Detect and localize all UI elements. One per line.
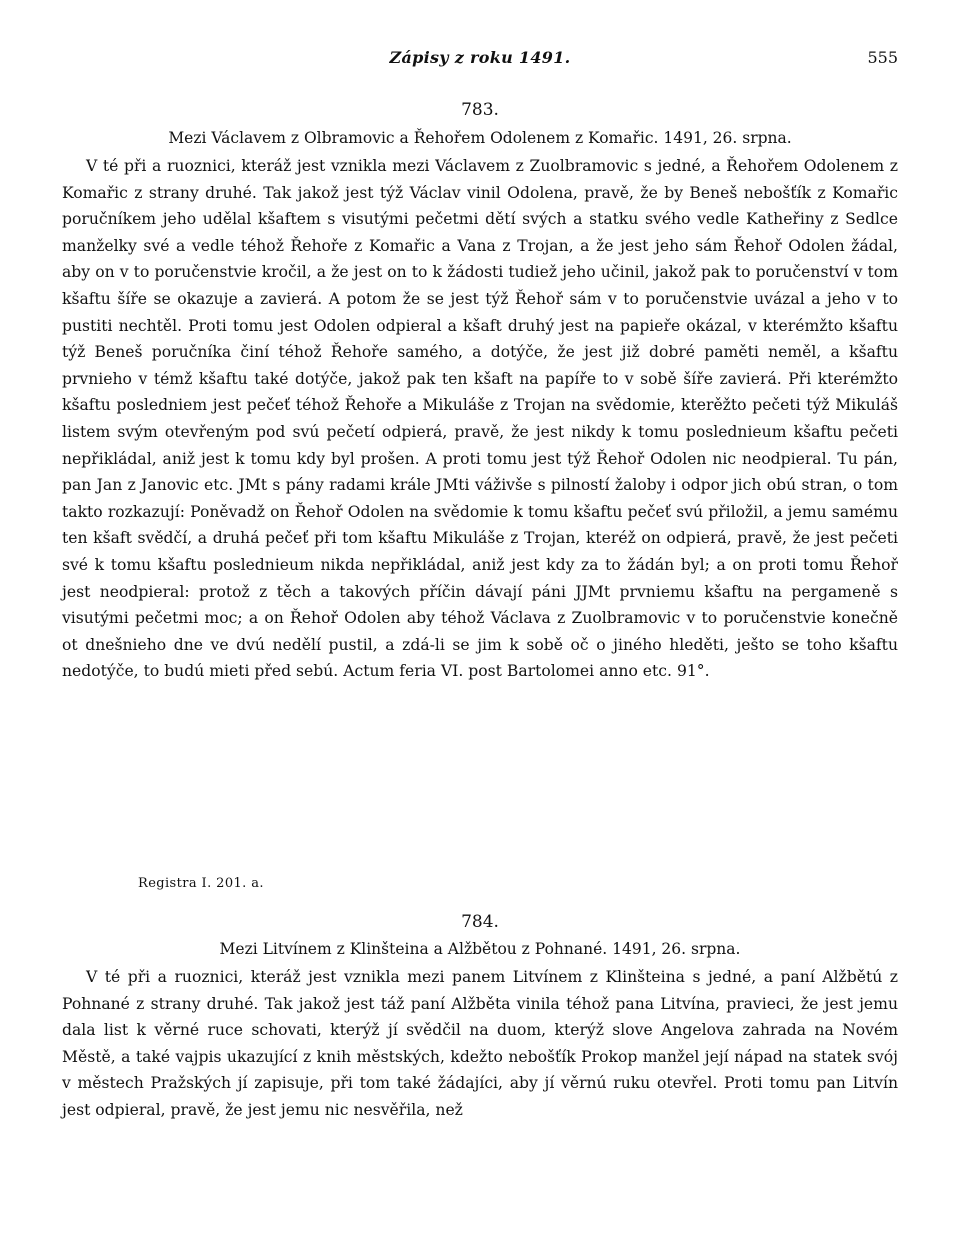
running-title: Zápisy z roku 1491. bbox=[389, 48, 571, 67]
entry-heading: Mezi Litvínem z Klinšteina a Alžbětou z Pohnané. 1491, 26. srpna. bbox=[219, 940, 741, 958]
entry-heading: Mezi Václavem z Olbramovic a Řehořem Odolenem z Komařic. 1491, 26. srpna. bbox=[168, 129, 792, 147]
entry-body: V té při a ruoznici, kteráž jest vznikla mezi panem Litvínem z Klinšteina s jedné, a paní Alžbětú z Pohnané z strany druhé. Tak jakož jest táž paní Alžběta vinila téhož pana Litvína, pravieci, že jest jemu dala list k věrné ruce schovati, kterýž jí svědčil na duom, kterýž slove Angelova zahrada na Novém Městě, a také vajpis ukazující z knih městských, kdežto nebošťík Prokop manžel její nápad na statek svój v městech Pražských jí zapisuje, při tom také žádajíci, aby jí věrnú ruku otevřel. Proti tomu pan Litvín jest odpieral, pravě, že jest jemu nic nesvěřila, než bbox=[62, 968, 898, 1119]
entry-number: 783. bbox=[461, 100, 499, 120]
entry-source: Registra I. 201. a. bbox=[138, 876, 264, 891]
running-head bbox=[62, 48, 898, 72]
page-number: 555 bbox=[867, 48, 898, 67]
entry-number: 784. bbox=[461, 912, 499, 932]
entry-body: V té při a ruoznici, kteráž jest vznikla mezi Václavem z Zuolbramovic s jedné, a Řehořem Odolenem z Komařic z strany druhé. Tak jakož jest týž Václav vinil Odolena, pravě, že by Beneš nebošťík z Komařic poručníkem jeho udělal kšaftem s visutými pečetmi dětí svých a statku svého vedle Katheřiny z Sedlce manželky své a vedle téhož Řehoře z Komařic a Vana z Trojan, a že jest jeho sám Řehoř Odolen žádal, aby on v to poručenstvie kročil, a že jest on to k žádosti tudiež jeho učinil, jakož pak to poručenství v tom kšaftu šíře se okazuje a zavierá. A potom že se jest týž Řehoř sám v to poručenstvie uvázal a jeho v to pustiti nechtěl. Proti tomu jest Odolen odpieral a kšaft druhý jest na papieře okázal, v kterémžto kšaftu týž Beneš poručníka činí téhož Řehoře samého, a dotýče, že jest již dobré paměti neměl, a kšaftu prvnieho v témž kšaftu také dotýče, jakož pak ten kšaft na papíře to v sobě šíře zavierá. Při kterémžto kšaftu posledniem jest pečeť téhož Řehoře a Mikuláše z Trojan na svědomie, kterěžto pečeti týž Mikuláš listem svým otevřeným pod svú pečetí odpierá, pravě, že jest nikdy k tomu poslednieum kšaftu pečeti nepřikládal, aniž jest k tomu kdy byl prošen. A proti tomu jest týž Řehoř Odolen nic neodpieral. Tu pán, pan Jan z Janovic etc. JMt s pány radami krále JMti váživše s pilností žaloby i odpor jich obú stran, o tom takto rozkazují: Poněvadž on Řehoř Odolen na svědomie k tomu kšaftu pečeť svú přiložil, a jemu samému ten kšaft svědčí, a druhá pečeť při tom kšaftu Mikuláše z Trojan, kteréž on odpierá, pravě, že jest pečeti své k tomu kšaftu poslednieum nikda nepřikládal, aniž jest kdy za to žádán byl; a on proti tomu Řehoř jest neodpieral: protož z těch a takových příčin dávají páni JJMt prvniemu kšaftu na pergameně s visutými pečetmi moc; a on Řehoř Odolen aby téhož Václava z Zuolbramovic v to poručenstvie konečně ot dnešnieho dne ve dvú nedělí pustil, a zdá-li se jim k sobě oč o jiného hleděti, ješto se toho kšaftu nedotýče, to budú mieti před sebú. Actum feria VI. post Bartolomei anno etc. 91°. bbox=[62, 157, 898, 681]
